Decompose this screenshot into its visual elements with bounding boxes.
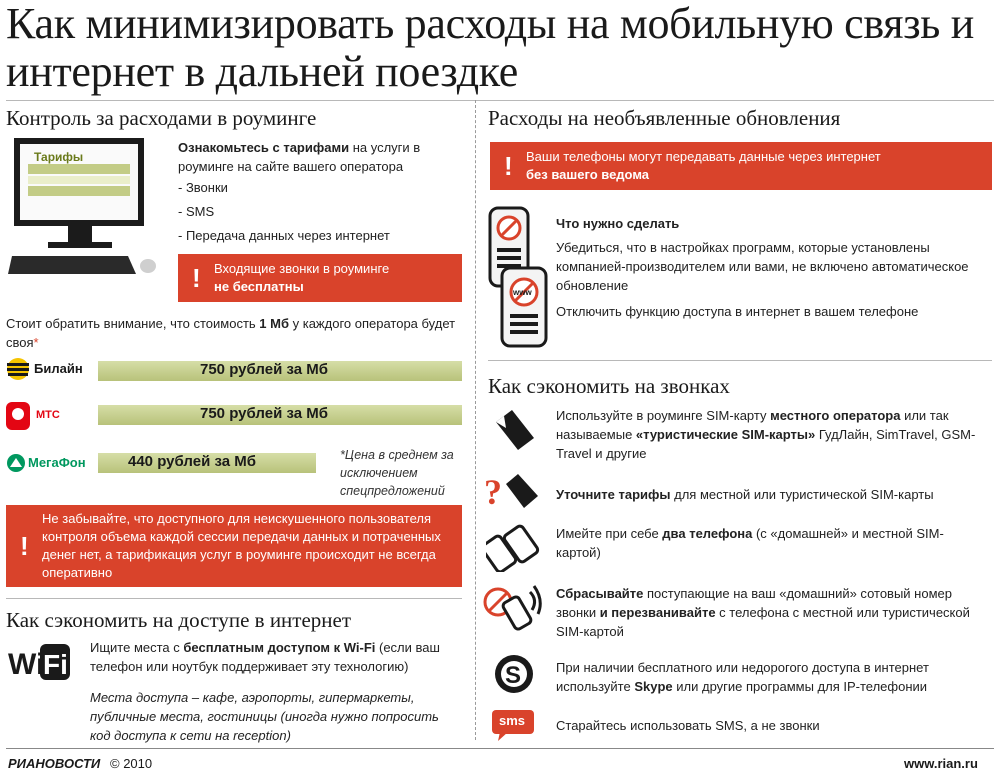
price-note-post: у каждого оператора будет своя (6, 316, 456, 350)
calls-tip-2 (556, 485, 976, 504)
right-section-divider (488, 360, 992, 361)
roaming-item-calls: - Звонки (178, 180, 228, 195)
updates-alert (490, 142, 992, 190)
title-divider (6, 100, 994, 101)
svg-text:?: ? (484, 472, 502, 510)
tip3-post: (с «домашней» и местной SIM-картой) (556, 526, 944, 560)
skype-icon (492, 652, 536, 696)
brand-novosti: НОВОСТИ (35, 756, 101, 771)
mts-name: МТС (36, 409, 60, 421)
price-note-star: * (33, 335, 39, 350)
wifi-logo (6, 640, 70, 684)
todo-step-1: Убедиться, что в настройках программ, которые установлены компанией-производителем или вами, не включено автоматическое обновление (556, 240, 969, 293)
phones-no-update-icon (488, 206, 548, 348)
tip4-bold-1: Сбрасывайте (556, 586, 644, 601)
tip2-bold: Уточните тарифы (556, 487, 671, 502)
question-sim-icon (484, 470, 540, 510)
calls-tip-6: Старайтесь использовать SMS, а не звонки (556, 718, 820, 733)
page-title: Как минимизировать расходы на мобильную связь и интернет в дальней поездке (6, 0, 974, 96)
mts-logo (6, 402, 66, 430)
calls-tip-3 (556, 524, 976, 562)
tip1-post: ГудЛайн, SimTravel, GSM-Travel и другие (556, 427, 976, 461)
mts-price: 750 рублей за Мб (200, 405, 328, 422)
tip1-pre: Используйте в роуминге SIM-карту (556, 408, 771, 423)
alert-line-2: не бесплатны (214, 279, 304, 294)
price-footnote: *Цена в среднем за исключением спецпредложений (340, 448, 454, 498)
tip1-bold-1: местного оператора (770, 408, 901, 423)
monitor-label: Тарифы (34, 150, 84, 164)
brand-ria: РИА (8, 756, 36, 771)
tip3-bold: два телефона (662, 526, 753, 541)
svg-text:Fi: Fi (43, 649, 68, 680)
calls-tip-1 (556, 406, 976, 463)
tip5-post: или другие программы для IP-телефонии (672, 679, 928, 694)
tip3-pre: Имейте при себе (556, 526, 663, 541)
alert-line-1: Входящие звонки в роуминге (214, 261, 390, 276)
sms-icon (490, 708, 536, 742)
beeline-name: Билайн (34, 361, 83, 376)
svg-text:Wi: Wi (8, 648, 45, 681)
ria-novosti-logo (8, 756, 100, 771)
megafon-logo (6, 452, 102, 474)
tip4-mid: поступающие на ваш «домашний» сотовый номер звонки (556, 586, 952, 620)
www-label: www (513, 288, 532, 297)
todo-step-2: Отключить функцию доступа в интернет в вашем телефоне (556, 304, 919, 319)
calls-tip-4 (556, 584, 976, 641)
tip4-post: с телефона с местной или туристической SIM-картой (556, 605, 970, 639)
internet-heading: Как сэкономить на доступе в интернет (6, 608, 352, 632)
roaming-item-sms: - SMS (178, 204, 215, 219)
exclamation-icon: ! (20, 531, 29, 561)
tip5-pre: При наличии бесплатного или недорогого доступа в интернет используйте (556, 660, 929, 694)
price-note-bold: 1 Мб (259, 316, 289, 331)
sms-label: sms (499, 713, 526, 728)
megafon-name: МегаФон (28, 455, 86, 470)
exclamation-icon: ! (192, 263, 201, 293)
wifi-tip (90, 638, 462, 676)
updates-heading: Расходы на необъявленные обновления (488, 106, 841, 130)
copyright: © 2010 (110, 756, 153, 771)
wifi-tip-pre: Ищите места с (90, 640, 184, 655)
price-note (6, 314, 466, 352)
updates-alert-line-1: Ваши телефоны могут передавать данные через интернет (526, 149, 881, 164)
tip2-post: для местной или туристической SIM-карты (670, 487, 934, 502)
footer-divider (6, 748, 994, 749)
tip1-mid: или так называемые (556, 408, 949, 442)
left-section-divider (6, 598, 462, 599)
tip4-bold-2: и перезванивайте (599, 605, 716, 620)
roaming-intro (178, 138, 458, 176)
roaming-intro-bold: Ознакомьтесь с тарифами (178, 140, 350, 155)
reject-call-icon (482, 582, 544, 634)
calls-tip-5 (556, 658, 976, 696)
price-note-pre: Стоит обратить внимание, что стоимость (6, 316, 260, 331)
tip5-bold: Skype (634, 679, 673, 694)
roaming-heading: Контроль за расходами в роуминге (6, 106, 317, 130)
incoming-calls-alert (178, 254, 462, 302)
svg-text:S: S (505, 662, 522, 689)
megafon-price: 440 рублей за Мб (128, 453, 256, 470)
sim-card-icon (492, 408, 536, 452)
exclamation-icon: ! (504, 151, 513, 181)
site-url[interactable]: www.rian.ru (904, 756, 978, 771)
todo-heading: Что нужно сделать (556, 216, 680, 231)
calls-heading: Как сэкономить на звонках (488, 374, 730, 398)
two-phones-icon (486, 524, 542, 572)
data-control-warning (6, 505, 462, 587)
updates-alert-line-2: без вашего ведома (526, 167, 649, 182)
roaming-item-data: - Передача данных через интернет (178, 228, 390, 243)
warning-text: Не забывайте, что доступного для неискушенного пользователя контроля объема каждой сессии передачи данных и потраченных денег нет, а тарификация услуг в роуминге происходит не всегда оперативно (42, 511, 441, 580)
tip1-bold-2: «туристические SIM-карты» (635, 427, 816, 442)
roaming-intro-rest: на услуги в роуминге на сайте вашего оператора (178, 140, 421, 174)
wifi-tip-bold: бесплатным доступом к Wi-Fi (183, 640, 376, 655)
wifi-tip-post: (если ваш телефон или ноутбук поддерживает эту технологию) (90, 640, 440, 674)
beeline-logo (6, 357, 96, 381)
column-divider (475, 100, 476, 740)
wifi-places: Места доступа – кафе, аэропорты, гипермаркеты, публичные места, гостиницы (иногда нужно попросить код доступа к сети на reception) (90, 690, 439, 743)
beeline-price: 750 рублей за Мб (200, 361, 328, 378)
